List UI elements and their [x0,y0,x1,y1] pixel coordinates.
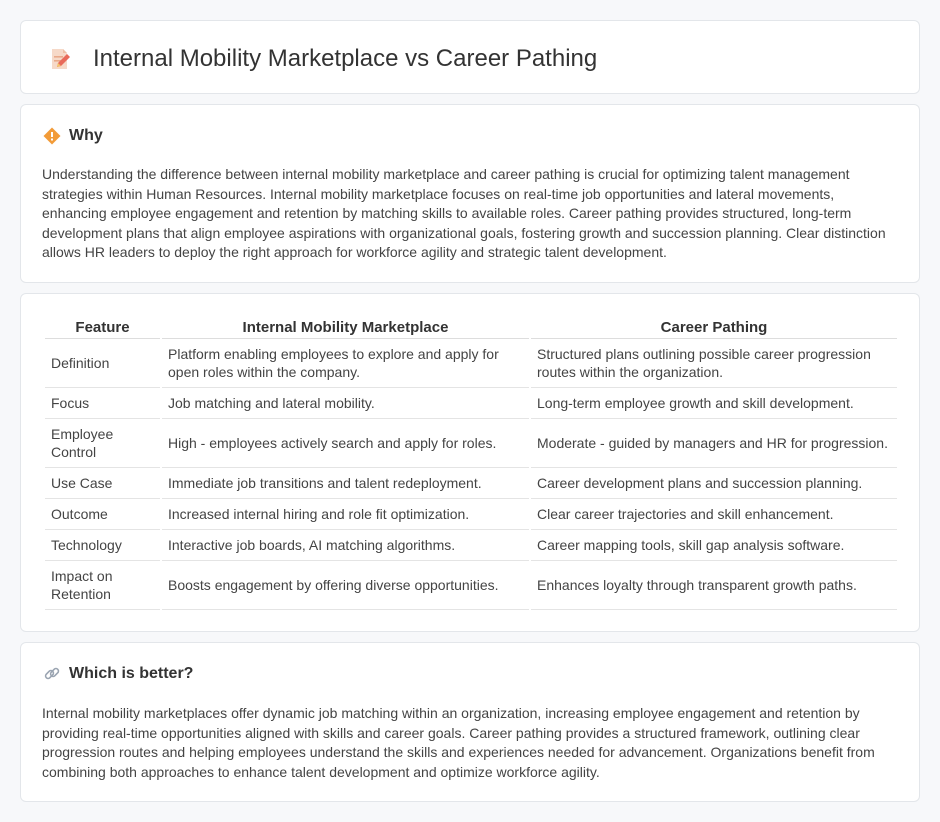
why-paragraph: Understanding the difference between internal mobility marketplace and career pathing is crucial for optimizing talent management strategies within Human Resources. Internal mobility marketplace focuses on real-time job opportunities and lateral movements, enhancing employee engagement and retention by matching skills to available roles. Career pathing provides structured, long-term development plans that align employee aspirations with organizational goals, fostering growth and succession planning. Clear distinction allows HR leaders to deploy the right approach for workforce agility and strategic talent development. [42,166,886,260]
career-pathing-cell: Career mapping tools, skill gap analysis software. [531,530,897,561]
career-pathing-cell: Clear career trajectories and skill enhancement. [531,499,897,530]
table-row [45,339,897,388]
which-is-better-paragraph: Internal mobility marketplaces offer dynamic job matching within an organization, increasing employee engagement and retention by providing real-time opportunities aligned with skills and career goals. Career pathing provides a structured framework, outlining clear progression routes and helping employees understand the skills and experiences needed for advancement. Organizations benefit from combining both approaches to enhance talent development and optimize workforce agility. [42,705,875,780]
document-pencil-icon [48,47,72,71]
marketplace-cell: Job matching and lateral mobility. [162,388,529,419]
marketplace-cell: Interactive job boards, AI matching algorithms. [162,530,529,561]
feature-cell: Definition [45,339,160,388]
table-header-row [45,316,897,339]
career-pathing-cell: Long-term employee growth and skill development. [531,388,897,419]
career-pathing-cell: Enhances loyalty through transparent growth paths. [531,561,897,610]
feature-cell: Impact on Retention [45,561,160,610]
marketplace-cell: Platform enabling employees to explore and apply for open roles within the company. [162,339,529,388]
which-is-better-heading [43,665,193,683]
marketplace-cell: Boosts engagement by offering diverse opportunities. [162,561,529,610]
table-row [45,388,897,419]
which-is-better-title: Which is better? [69,665,194,682]
feature-cell: Outcome [45,499,160,530]
table-row [45,530,897,561]
feature-cell: Use Case [45,468,160,499]
feature-cell: Focus [45,388,160,419]
table-row [45,499,897,530]
career-pathing-cell: Moderate - guided by managers and HR for progression. [531,419,897,468]
which-is-better-section [20,642,920,802]
comparison-section [20,293,920,632]
column-header-marketplace: Internal Mobility Marketplace [162,316,529,339]
career-pathing-cell: Career development plans and succession planning. [531,468,897,499]
diamond-info-icon [43,127,61,145]
marketplace-cell: Immediate job transitions and talent redeployment. [162,468,529,499]
why-title: Why [69,127,103,144]
page-title: Internal Mobility Marketplace vs Career Pathing [93,45,598,72]
header-card [20,20,920,94]
table-row [45,468,897,499]
table-row [45,561,897,610]
why-heading [43,127,103,145]
why-section [20,104,920,283]
feature-cell: Technology [45,530,160,561]
table-row [45,419,897,468]
column-header-career-pathing: Career Pathing [531,316,897,339]
marketplace-cell: High - employees actively search and apply for roles. [162,419,529,468]
marketplace-cell: Increased internal hiring and role fit optimization. [162,499,529,530]
feature-cell: Employee Control [45,419,160,468]
link-icon [43,665,61,683]
comparison-table [43,316,899,610]
career-pathing-cell: Structured plans outlining possible career progression routes within the organization. [531,339,897,388]
column-header-feature: Feature [45,316,160,339]
